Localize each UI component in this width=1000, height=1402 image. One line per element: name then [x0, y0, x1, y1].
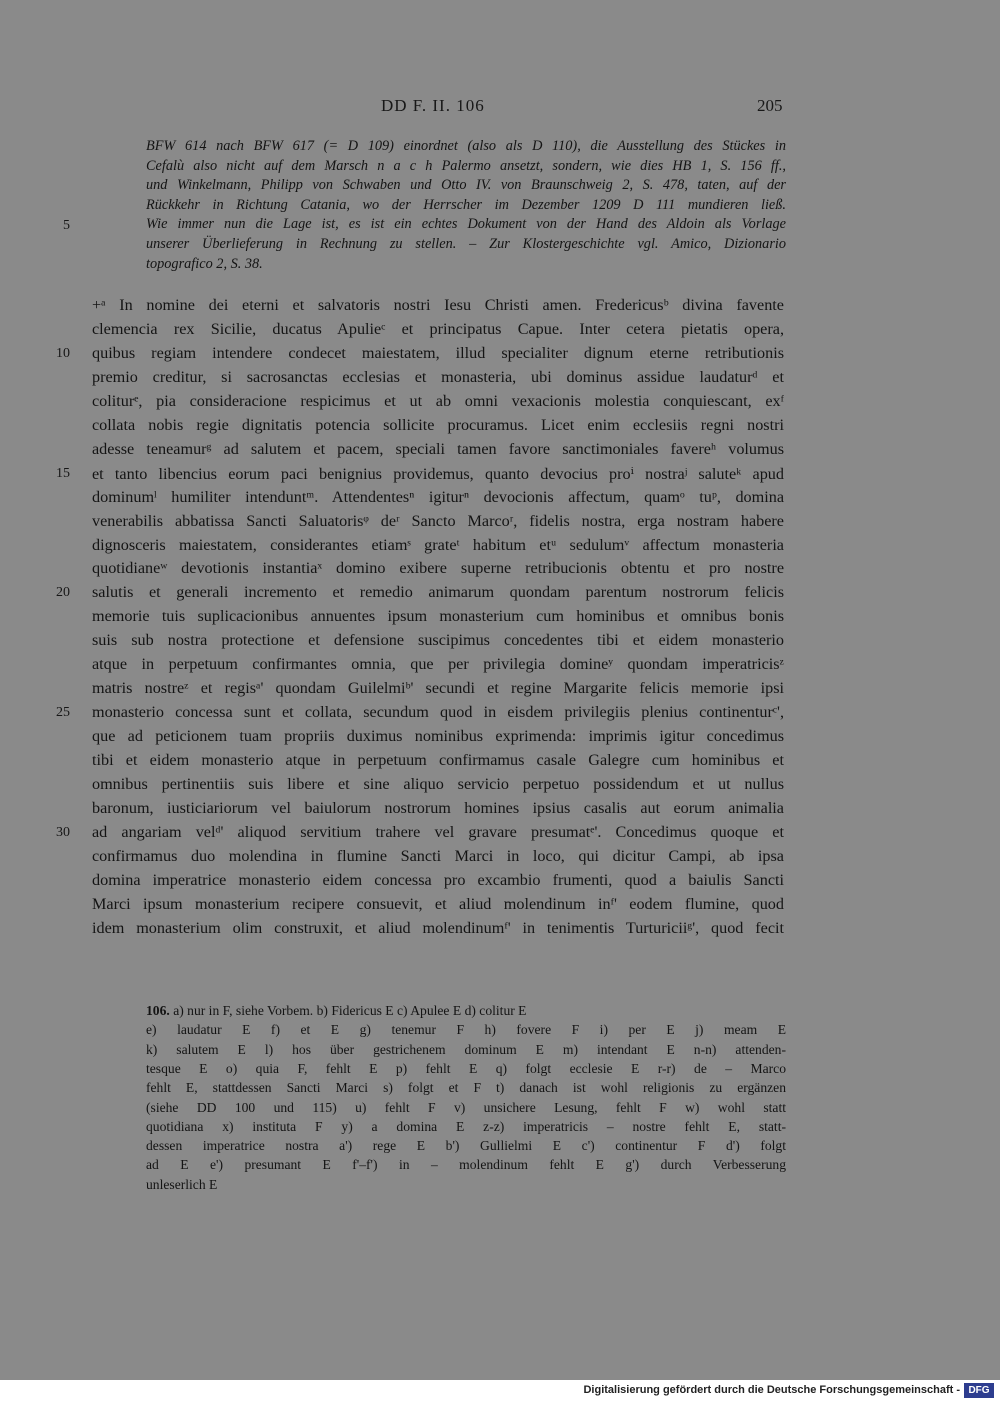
- text-line: confirmamus duo molendina in flumine Sancti Marci in loco, qui dicitur Campi, ab ipsa: [92, 846, 784, 865]
- text-line: collata nobis regie dignitatis potencia sollicite procuramus. Licet enim ecclesiis regni nostri: [92, 415, 784, 434]
- text-line: ad angariam velᵈ' aliquod servitium trahere vel gravare presumatᵉ'. Concedimus quoque et: [92, 822, 784, 841]
- intro-line: Wie immer nun die Lage ist, es ist ein echtes Dokument von der Hand des Aldoin als Vorlage: [146, 216, 786, 233]
- text-line: suis sub nostra protectione et defensione suscipimus concedentes tibi et eidem monasterio: [92, 631, 784, 650]
- text-line: omnibus pertinentiis suis libere et sine aliquo servicio perpetuo possidendum et ut nullus: [92, 775, 784, 793]
- footnote-text: a) nur in F, siehe Vorbem. b) Fidericus E c) Apulee E d) colitur E: [173, 1003, 527, 1018]
- credit-bar: [0, 1380, 1000, 1402]
- footnote-line: tesque E o) quia F, fehlt E p) fehlt E q) folgt ecclesie E r-r) de – Marco: [146, 1060, 786, 1076]
- line-number: 5: [63, 218, 70, 233]
- footnote-line: dessen imperatrice nostra a') rege E b') Gullielmi E c') continentur F d') folgt: [146, 1138, 786, 1154]
- intro-line: BFW 614 nach BFW 617 (= D 109) einordnet (also als D 110), die Ausstellung des Stückes in: [146, 138, 786, 154]
- line-number: 15: [56, 465, 70, 481]
- text-line: quotidianeʷ devotionis instantiaˣ domino exibere superne retribucionis obtentu et pro nostre: [92, 559, 784, 578]
- text-line: idem monasterium olim construxit, et aliud molendinumᶠ' in tenimentis Turturiciiᵍ', quod fecit: [92, 918, 784, 937]
- text-line: quibus regiam intendere condecet maiestatem, illud specialiter dignum eterne retributionis: [92, 343, 784, 362]
- footnote-line: (siehe DD 100 und 115) u) fehlt F v) unsichere Lesung, fehlt F w) wohl statt: [146, 1099, 786, 1115]
- line-number: 20: [56, 585, 70, 601]
- text-line: que ad peticionem tuam propriis duximus nominibus exprimenda: imprimis igitur concedimus: [92, 727, 784, 746]
- running-head: DD F. II. 106: [381, 96, 485, 115]
- dfg-logo: DFG: [964, 1383, 994, 1398]
- text-line: memorie tuis suplicacionibus annuentes ipsum monasterium cum hominibus et omnibus bonis: [92, 607, 784, 626]
- text-line: baronum, iusticiariorum vel baiulorum nostrorum homines ipsius casalis aut eorum animalia: [92, 798, 784, 817]
- intro-line: Rückkehr in Richtung Catania, wo der Herrscher im Dezember 1209 D 111 mundieren ließ.: [146, 196, 786, 213]
- text-line: salutis et generali incremento et remedio animarum quondam parentum nostrorum felicis: [92, 583, 784, 602]
- text-line: +ᵃ In nomine dei eterni et salvatoris nostri Iesu Christi amen. Fredericusᵇ divina favente: [92, 296, 784, 314]
- text-line: et tanto libencius eorum paci benignius providemus, quanto devocius proⁱ nostraʲ saluteᵏ apud: [92, 464, 784, 483]
- footnote-line: e) laudatur E f) et E g) tenemur F h) fovere F i) per E j) meam E: [146, 1022, 786, 1038]
- credit-text: Digitalisierung gefördert durch die Deutsche Forschungsgemeinschaft -: [583, 1384, 960, 1396]
- text-line: Marci ipsum monasterium recipere consuevit, et aliud molendinum inᶠ' eodem flumine, quod: [92, 894, 784, 913]
- text-line: clemencia rex Sicilie, ducatus Apulieᶜ et principatus Capue. Inter cetera pietatis opera,: [92, 319, 784, 338]
- footnote-line: [146, 1003, 786, 1019]
- text-line: venerabilis abbatissa Sancti Saluatorisᵠ deʳ Sancto Marcoʳ, fidelis nostra, erga nostram habere: [92, 511, 784, 530]
- line-number: 10: [56, 345, 70, 361]
- intro-line: und Winkelmann, Philipp von Schwaben und Otto IV. von Braunschweig 2, S. 478, taten, auf der: [146, 177, 786, 194]
- text-line: matris nostreᶻ et regisᵃ' quondam Guilelmiᵇ' secundi et regine Margarite felicis memorie ipsi: [92, 679, 784, 698]
- text-line: adesse teneamurᵍ ad salutem et pacem, speciali tamen favore sanctimoniales favereʰ volumus: [92, 439, 784, 458]
- text-line: domina imperatrice monasterio eidem concessa pro excambio frumenti, quod a baiulis Sancti: [92, 870, 784, 889]
- text-line: atque in perpetuum confirmantes omnia, que per privilegia domineʸ quondam imperatricisᶻ: [92, 655, 784, 674]
- footnote-line: k) salutem E l) hos über gestrichenem dominum E m) intendant E n-n) attenden-: [146, 1041, 786, 1057]
- line-number: 30: [56, 824, 70, 840]
- footnote-line: ad E e') presumant E f'–f') in – molendinum fehlt E g') durch Verbesserung: [146, 1157, 786, 1173]
- text-line: premio creditur, si sacrosanctas ecclesias et monasteria, ubi dominus assidue laudaturᵈ et: [92, 367, 784, 386]
- document-number: 106.: [146, 1003, 170, 1018]
- text-line: tibi et eidem monasterio atque in perpetuum confirmamus casale Galegre cum hominibus et: [92, 751, 784, 770]
- text-line: dominumˡ humiliter intenduntᵐ. Attendentesⁿ igiturⁿ devocionis affectum, quamᵒ tuᵖ, domina: [92, 487, 784, 506]
- text-line: monasterio concessa sunt et collata, secundum quod in eisdem privilegiis plenius continenturᶜ',: [92, 703, 784, 722]
- footnote-line: fehlt E, stattdessen Sancti Marci s) folgt et F t) danach ist wohl religionis zu ergänzen: [146, 1080, 786, 1096]
- intro-line: unserer Überlieferung in Rechnung zu stellen. – Zur Klostergeschichte vgl. Amico, Dizionario: [146, 236, 786, 252]
- footnote-line: quotidiana x) instituta F y) a domina E z-z) imperatricis – nostre fehlt E, statt-: [146, 1118, 786, 1134]
- text-line: dignosceris maiestatem, considerantes etiamˢ grateᵗ habitum etᵘ sedulumᵛ affectum monasteria: [92, 535, 784, 554]
- intro-line: topografico 2, S. 38.: [146, 255, 263, 272]
- intro-line: Cefalù also nicht auf dem Marsch n a c h Palermo ansetzt, sondern, wie dies HB 1, S. 156 ff.,: [146, 157, 786, 174]
- text-line: coliturᵉ, pia consideracione respicimus et ut ab omni vexacionis molestia conquiescant, exᶠ: [92, 391, 784, 410]
- page-number: 205: [757, 96, 783, 115]
- footnote-line: unleserlich E: [146, 1176, 218, 1192]
- line-number: 25: [56, 705, 70, 721]
